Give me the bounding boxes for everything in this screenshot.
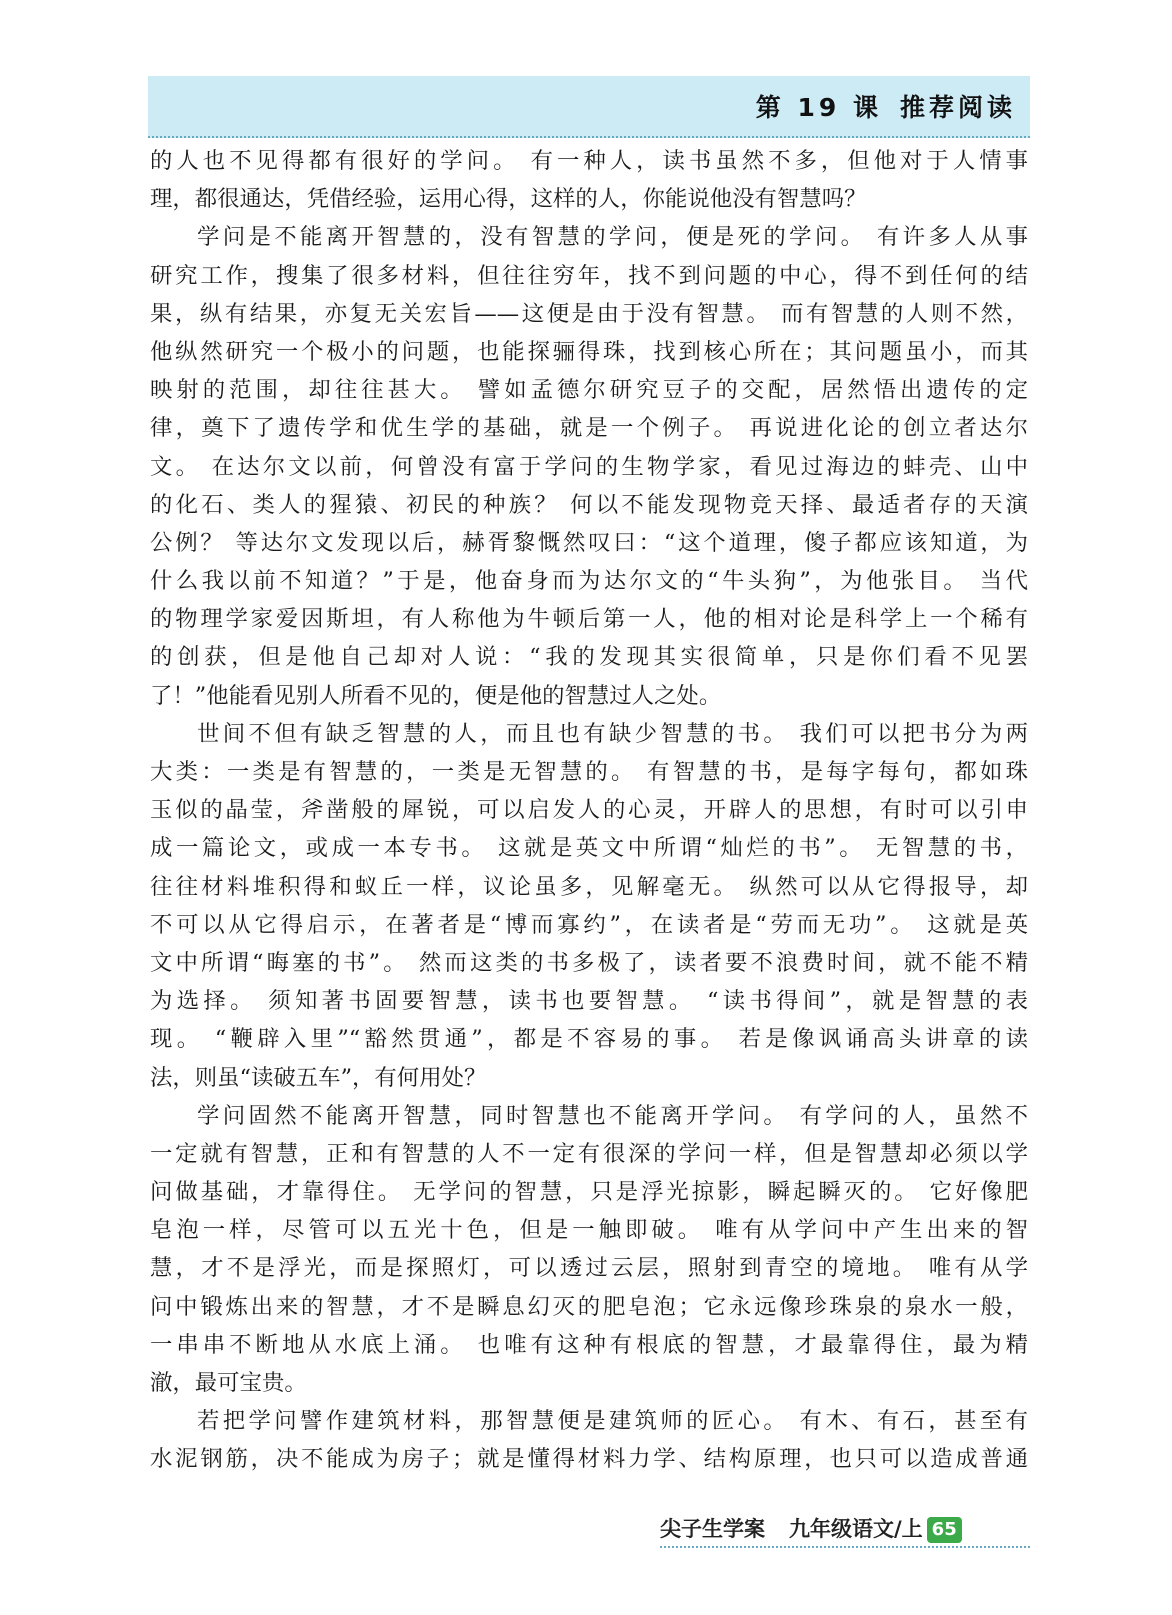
text-line: 不可以从它得启示，在著者是“博而寡约”，在读者是“劳而无功”。 这就是英 [150, 911, 1028, 938]
text-line: 往往材料堆积得和蚁丘一样，议论虽多，见解毫无。 纵然可以从它得报导，却 [150, 873, 1028, 900]
book-title: 尖子生学案 [660, 1517, 765, 1541]
footer-divider [660, 1546, 1030, 1548]
text-line: 公例？ 等达尔文发现以后，赫胥黎慨然叹曰：“这个道理，傻子都应该知道，为 [150, 529, 1028, 556]
text-line: 一串串不断地从水底上涌。 也唯有这种有根底的智慧，才最靠得住，最为精 [150, 1331, 1028, 1358]
text-line: 成一篇论文，或成一本专书。 这就是英文中所谓“灿烂的书”。 无智慧的书， [150, 835, 1028, 862]
page-footer [660, 1513, 1030, 1545]
text-line: 他纵然研究一个极小的问题，也能探骊得珠，找到核心所在；其问题虽小，而其 [150, 338, 1028, 365]
text-line: 映射的范围，却往往甚大。 譬如孟德尔研究豆子的交配，居然悟出遗传的定 [150, 377, 1028, 404]
text-line: 皂泡一样，尽管可以五光十色，但是一触即破。 唯有从学问中产生出来的智 [150, 1217, 1028, 1244]
text-line: 研究工作，搜集了很多材料，但往往穷年，找不到问题的中心，得不到任何的结 [150, 262, 1028, 289]
section-name: 推荐阅读 [899, 93, 1016, 122]
text-line: 的人也不见得都有很好的学问。 有一种人，读书虽然不多，但他对于人情事 [150, 148, 1028, 174]
text-line: 为选择。 须知著书固要智慧，读书也要智慧。 “读书得间”，就是智慧的表 [150, 988, 1028, 1015]
page-number-badge: 65 [927, 1517, 962, 1543]
text-line: 理，都很通达，凭借经验，运用心得，这样的人，你能说他没有智慧吗？ [150, 186, 867, 213]
text-line: 大类：一类是有智慧的，一类是无智慧的。 有智慧的书，是每字每句，都如珠 [150, 759, 1028, 785]
text-line: 文。 在达尔文以前，何曾没有富于学问的生物学家，看见过海边的蚌壳、山中 [150, 453, 1028, 480]
text-line: 什么我以前不知道？”于是，他奋身而为达尔文的“牛头狗”，为他张目。 当代 [150, 568, 1028, 595]
lesson-number: 第 19 课 [755, 93, 882, 122]
header-title [756, 88, 1016, 124]
paragraph-start: 世间不但有缺乏智慧的人，而且也有缺少智慧的书。 我们可以把书分为两 [197, 720, 1028, 747]
text-line: 的化石、类人的猩猿、初民的种族？ 何以不能发现物竞天择、最适者存的天演 [150, 491, 1028, 518]
text-line: 问中锻炼出来的智慧，才不是瞬息幻灭的肥皂泡；它永远像珍珠泉的泉水一般， [150, 1293, 1028, 1320]
article-body [150, 142, 1028, 1479]
text-line: 法，则虽“读破五车”，有何用处？ [150, 1064, 487, 1091]
paragraph-start: 若把学问譬作建筑材料，那智慧便是建筑师的匠心。 有木、有石，甚至有 [197, 1408, 1028, 1435]
text-line: 了！”他能看见别人所看不见的，便是他的智慧过人之处。 [150, 682, 722, 709]
text-line: 的物理学家爱因斯坦，有人称他为牛顿后第一人，他的相对论是科学上一个稀有 [150, 606, 1028, 633]
page-header [148, 76, 1030, 138]
text-line: 一定就有智慧，正和有智慧的人不一定有很深的学问一样，但是智慧却必须以学 [150, 1140, 1028, 1167]
text-line: 问做基础，才靠得住。 无学问的智慧，只是浮光掠影，瞬起瞬灭的。 它好像肥 [150, 1179, 1028, 1206]
text-line: 果，纵有结果，亦复无关宏旨——这便是由于没有智慧。 而有智慧的人则不然， [150, 300, 1028, 327]
text-line: 的创获，但是他自己却对人说：“我的发现其实很简单，只是你们看不见罢 [150, 644, 1028, 671]
text-line: 现。 “鞭辟入里”“豁然贯通”，都是不容易的事。 若是像讽诵高头讲章的读 [150, 1026, 1028, 1053]
text-line: 水泥钢筋，决不能成为房子；就是懂得材料力学、结构原理，也只可以造成普通 [150, 1446, 1028, 1473]
paragraph-start: 学问固然不能离开智慧，同时智慧也不能离开学问。 有学问的人，虽然不 [197, 1102, 1028, 1129]
text-line: 澈，最可宝贵。 [150, 1370, 307, 1396]
text-line: 慧，才不是浮光，而是探照灯，可以透过云层，照射到青空的境地。 唯有从学 [150, 1255, 1028, 1282]
paragraph-start: 学问是不能离开智慧的，没有智慧的学问，便是死的学问。 有许多人从事 [197, 224, 1028, 251]
grade-subject: 九年级语文/上 [789, 1517, 923, 1541]
text-line: 文中所谓“晦塞的书”。 然而这类的书多极了，读者要不浪费时间，就不能不精 [150, 949, 1028, 976]
text-line: 玉似的晶莹，斧凿般的犀锐，可以启发人的心灵，开辟人的思想，有时可以引申 [150, 797, 1028, 824]
text-line: 律，奠下了遗传学和优生学的基础，就是一个例子。 再说进化论的创立者达尔 [150, 415, 1028, 442]
